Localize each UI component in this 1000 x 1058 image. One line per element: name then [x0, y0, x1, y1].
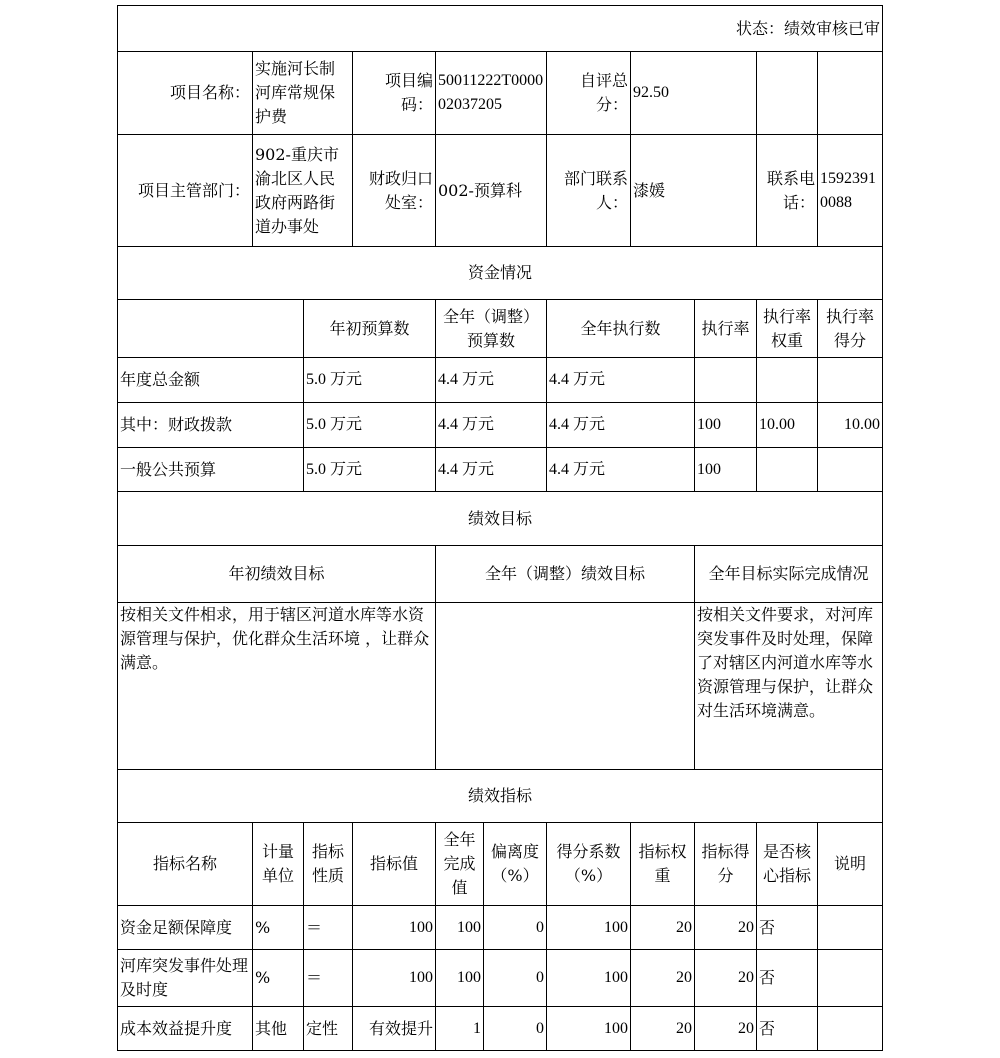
ind-note — [818, 906, 883, 950]
funds-header-blank — [118, 300, 304, 358]
funds-row-initial: 5.0 万元 — [304, 358, 436, 403]
ind-header-weight: 指标权重 — [631, 823, 695, 906]
self-score-label: 自评总分： — [547, 52, 631, 135]
funds-row-adjusted: 4.4 万元 — [436, 403, 547, 448]
ind-weight: 20 — [631, 1007, 695, 1051]
ind-nature: ＝ — [304, 950, 353, 1007]
ind-unit: % — [253, 906, 304, 950]
funds-row-weight — [757, 358, 818, 403]
funds-row-weight: 10.00 — [757, 403, 818, 448]
funds-row-rate — [695, 358, 757, 403]
ind-name: 资金足额保障度 — [118, 906, 253, 950]
ind-deviation: 0 — [484, 906, 547, 950]
ind-name: 成本效益提升度 — [118, 1007, 253, 1051]
ind-header-name: 指标名称 — [118, 823, 253, 906]
indicator-row — [118, 950, 883, 1007]
funds-row — [118, 403, 883, 448]
funds-row-executed: 4.4 万元 — [547, 448, 695, 492]
funds-row-initial: 5.0 万元 — [304, 448, 436, 492]
goals-header-actual: 全年目标实际完成情况 — [695, 546, 883, 603]
ind-header-nature: 指标性质 — [304, 823, 353, 906]
funds-row — [118, 448, 883, 492]
funds-row-executed: 4.4 万元 — [547, 358, 695, 403]
ind-header-deviation: 偏离度（%） — [484, 823, 547, 906]
ind-done: 1 — [436, 1007, 484, 1051]
ind-header-done: 全年完成值 — [436, 823, 484, 906]
ind-score: 20 — [695, 950, 757, 1007]
initial-goal-text: 按相关文件相求，用于辖区河道水库等水资源管理与保护，优化群众生活环境 ，让群众满意。 — [118, 603, 436, 770]
ind-score: 20 — [695, 906, 757, 950]
funds-row-label: 一般公共预算 — [118, 448, 304, 492]
ind-nature: ＝ — [304, 906, 353, 950]
self-score-value: 92.50 — [631, 52, 757, 135]
finance-office-label: 财政归口处室： — [353, 135, 436, 247]
ind-core: 否 — [757, 1007, 818, 1051]
dept-label: 项目主管部门： — [118, 135, 253, 247]
funds-row-label: 年度总金额 — [118, 358, 304, 403]
project-name-label: 项目名称： — [118, 52, 253, 135]
performance-report — [117, 5, 882, 1058]
ind-note — [818, 1007, 883, 1051]
funds-row-score — [818, 448, 883, 492]
funds-row-executed: 4.4 万元 — [547, 403, 695, 448]
status-text: 状态：绩效审核已审 — [118, 6, 883, 52]
goals-header-initial: 年初绩效目标 — [118, 546, 436, 603]
adjusted-goal-text — [436, 603, 695, 770]
funds-row-rate: 100 — [695, 448, 757, 492]
contact-value: 漆媛 — [631, 135, 757, 247]
phone-label: 联系电话： — [757, 135, 818, 247]
report-table — [117, 5, 883, 1051]
funds-row-label: 其中：财政拨款 — [118, 403, 304, 448]
project-name-value: 实施河长制河库常规保护费 — [253, 52, 353, 135]
funds-row-adjusted: 4.4 万元 — [436, 358, 547, 403]
ind-done: 100 — [436, 906, 484, 950]
ind-target: 100 — [353, 906, 436, 950]
ind-coef: 100 — [547, 950, 631, 1007]
ind-note — [818, 950, 883, 1007]
phone-value: 15923910088 — [818, 135, 883, 247]
contact-label: 部门联系人： — [547, 135, 631, 247]
ind-target: 有效提升 — [353, 1007, 436, 1051]
funds-row-score — [818, 358, 883, 403]
ind-unit: % — [253, 950, 304, 1007]
ind-header-core: 是否核心指标 — [757, 823, 818, 906]
ind-header-score: 指标得分 — [695, 823, 757, 906]
ind-nature: 定性 — [304, 1007, 353, 1051]
indicators-section-title: 绩效指标 — [118, 770, 883, 823]
goals-section-title: 绩效目标 — [118, 492, 883, 546]
dept-value: 902-重庆市渝北区人民政府两路街道办事处 — [253, 135, 353, 247]
project-code-label: 项目编码： — [353, 52, 436, 135]
funds-row-adjusted: 4.4 万元 — [436, 448, 547, 492]
ind-name: 河库突发事件处理及时度 — [118, 950, 253, 1007]
ind-unit: 其他 — [253, 1007, 304, 1051]
ind-deviation: 0 — [484, 1007, 547, 1051]
empty-cell — [757, 52, 818, 135]
funds-header-initial: 年初预算数 — [304, 300, 436, 358]
funds-row-weight — [757, 448, 818, 492]
ind-weight: 20 — [631, 906, 695, 950]
funds-header-weight: 执行率权重 — [757, 300, 818, 358]
ind-core: 否 — [757, 906, 818, 950]
funds-section-title: 资金情况 — [118, 247, 883, 300]
ind-core: 否 — [757, 950, 818, 1007]
ind-weight: 20 — [631, 950, 695, 1007]
ind-done: 100 — [436, 950, 484, 1007]
funds-header-rate: 执行率 — [695, 300, 757, 358]
empty-cell — [818, 52, 883, 135]
ind-deviation: 0 — [484, 950, 547, 1007]
funds-row-initial: 5.0 万元 — [304, 403, 436, 448]
ind-header-note: 说明 — [818, 823, 883, 906]
funds-header-adjusted: 全年（调整）预算数 — [436, 300, 547, 358]
indicator-row — [118, 1007, 883, 1051]
ind-coef: 100 — [547, 906, 631, 950]
ind-header-coef: 得分系数（%） — [547, 823, 631, 906]
ind-coef: 100 — [547, 1007, 631, 1051]
actual-completion-text: 按相关文件要求，对河库突发事件及时处理，保障了对辖区内河道水库等水资源管理与保护，让群众对生活环境满意。 — [695, 603, 883, 770]
indicator-row — [118, 906, 883, 950]
project-code-value: 50011222T000002037205 — [436, 52, 547, 135]
funds-row-rate: 100 — [695, 403, 757, 448]
ind-target: 100 — [353, 950, 436, 1007]
funds-row-score: 10.00 — [818, 403, 883, 448]
ind-header-unit: 计量单位 — [253, 823, 304, 906]
goals-header-adjusted: 全年（调整）绩效目标 — [436, 546, 695, 603]
ind-score: 20 — [695, 1007, 757, 1051]
funds-header-executed: 全年执行数 — [547, 300, 695, 358]
funds-header-score: 执行率得分 — [818, 300, 883, 358]
finance-office-value: 002-预算科 — [436, 135, 547, 247]
funds-row — [118, 358, 883, 403]
ind-header-target: 指标值 — [353, 823, 436, 906]
